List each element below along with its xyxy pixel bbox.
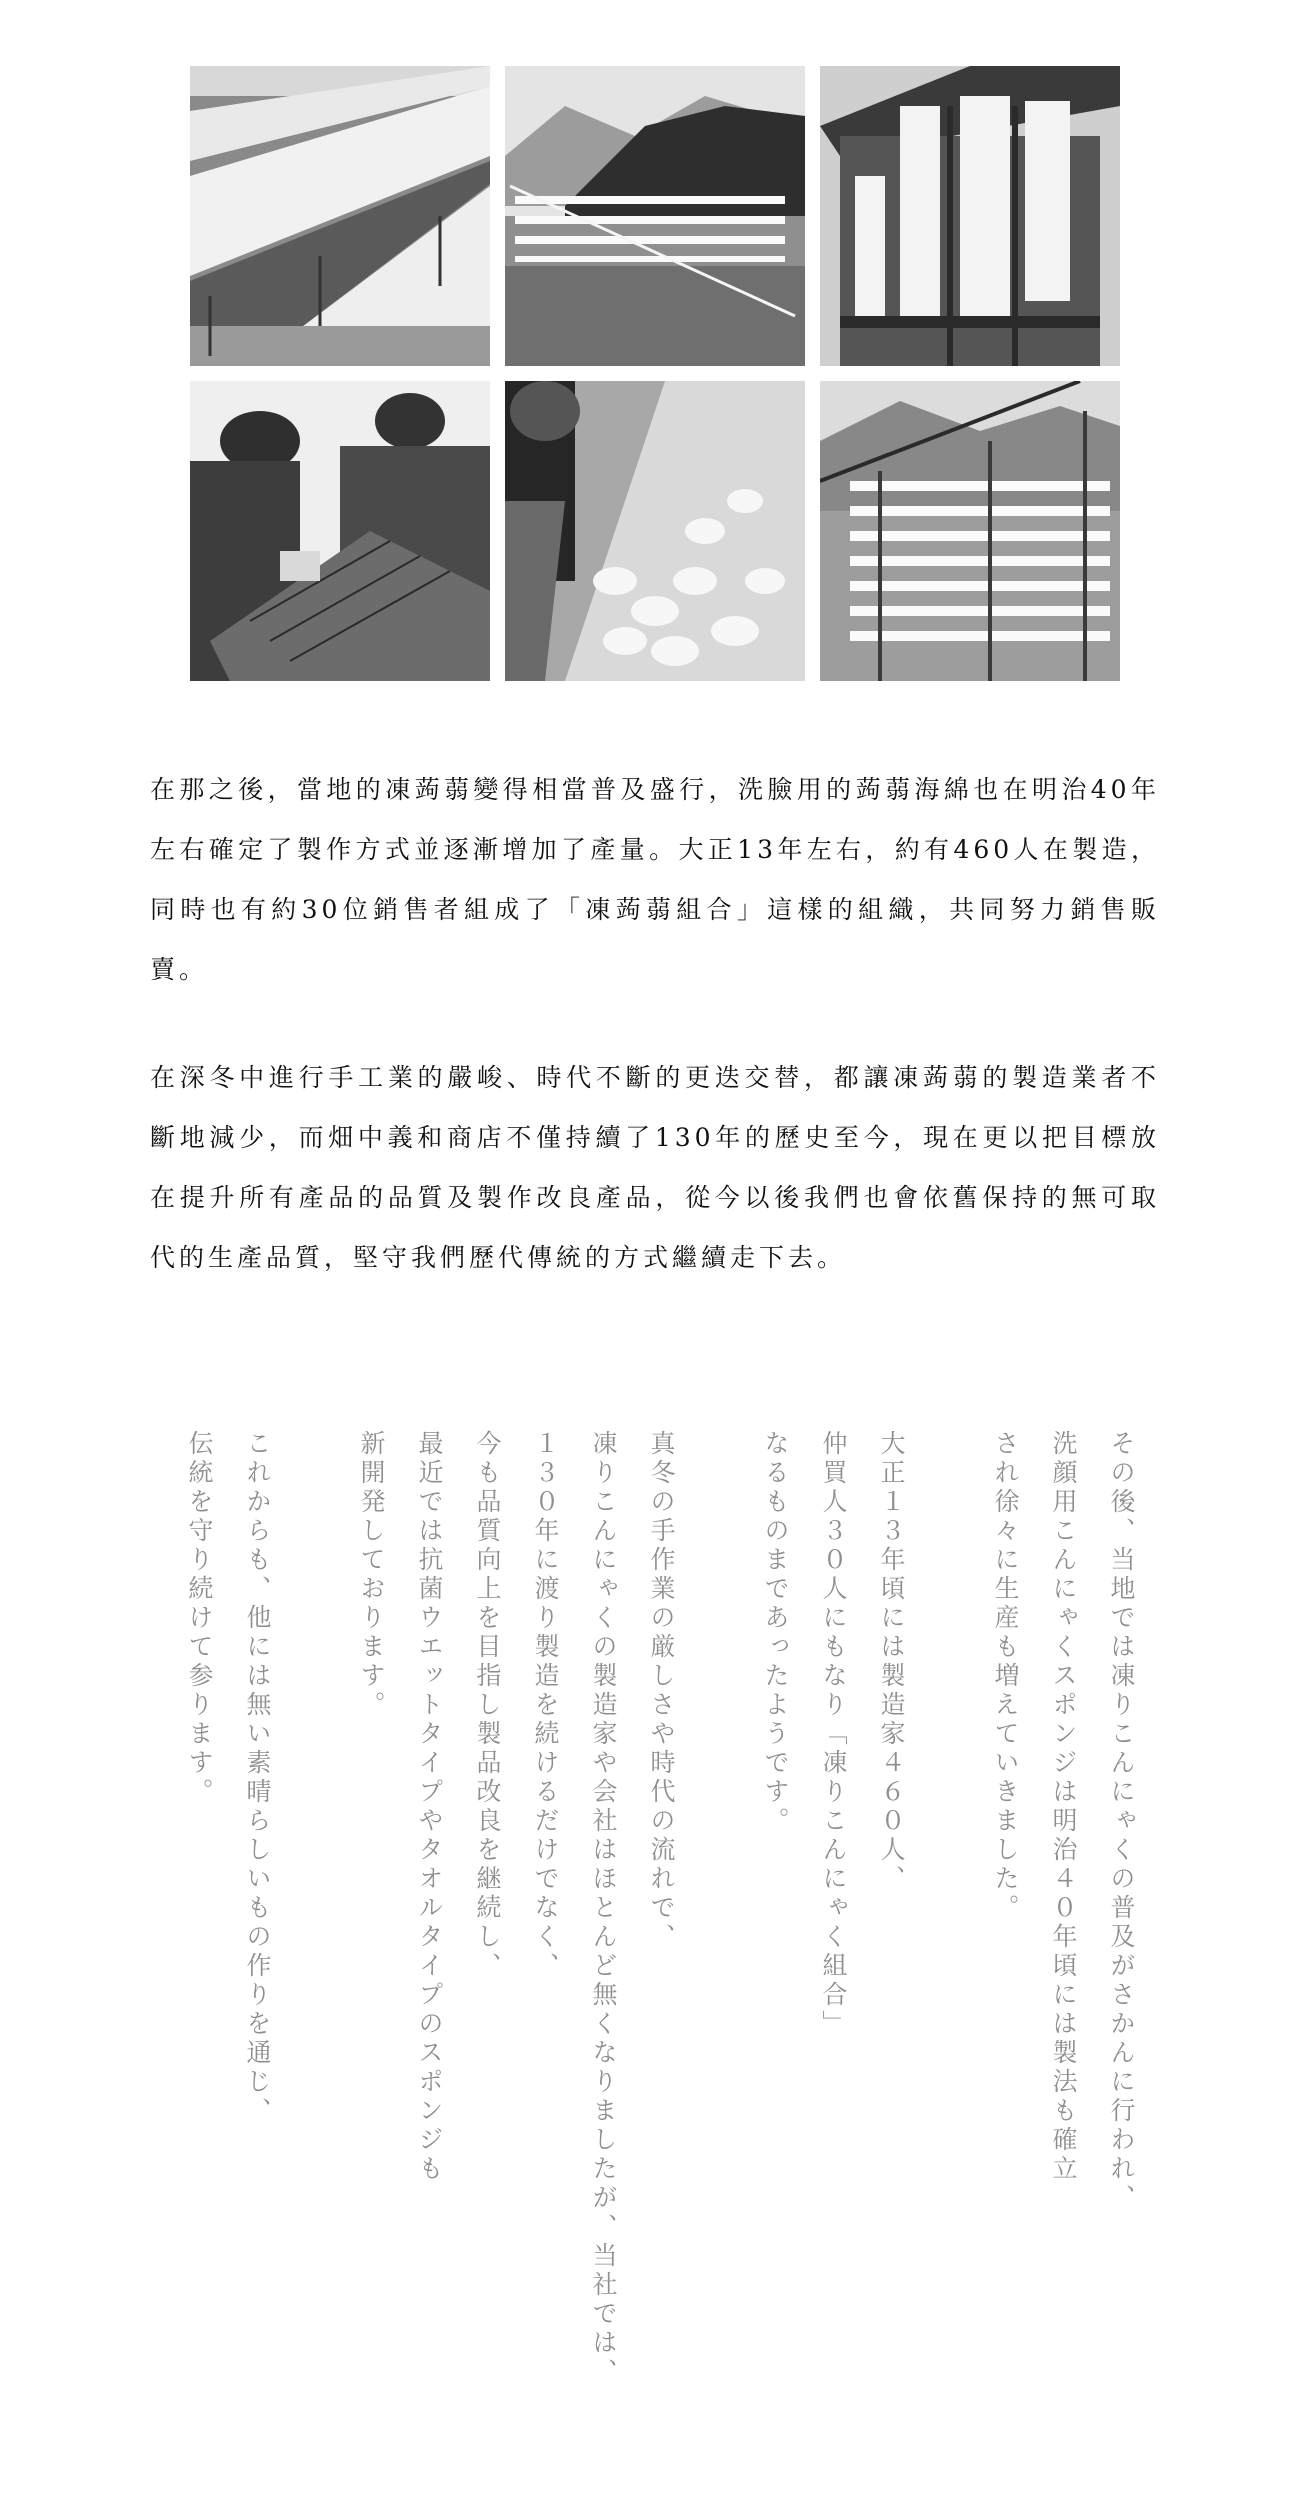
japanese-line: 真冬の手作業の厳しさや時代の流れで、 [647,1430,676,1952]
japanese-line: 仲買人３０人にもなり「凍りこんにゃく組合」 [819,1430,848,2039]
photo-mountain-hanging-rows [505,66,805,366]
japanese-line: 今も品質向上を目指し製品改良を継続し、 [473,1430,502,1981]
photo-wooden-drying-shed-image [820,66,1120,366]
japanese-line: 伝統を守り続けて参ります。 [185,1430,214,1807]
japanese-line: 最近では抗菌ウエットタイプやタオルタイプのスポンジも [415,1430,444,2184]
japanese-line: その後、当地では凍りこんにゃくの普及がさかんに行われ、 [1107,1430,1136,2213]
photo-hillside-hanging-lines-image [820,381,1120,681]
japanese-line: 大正１３年頃には製造家４６０人、 [877,1430,906,1894]
photo-mountain-hanging-rows-image [505,66,805,366]
japanese-line: され徐々に生産も増えていきました。 [991,1430,1020,1923]
japanese-paragraph-2 [746,1430,920,2390]
japanese-paragraph-3 [342,1430,690,2390]
japanese-paragraph-1 [976,1430,1150,2390]
chinese-paragraph-2: 在深冬中進行手工業的嚴峻、時代不斷的更迭交替，都讓凍蒟蒻的製造業者不斷地減少，而畑中義和商店不僅持續了130年的歷史至今，現在更以把目標放在提升所有產品的品質及製作改良產品，從今以後我們也會依舊保持的無可取代的生產品質，堅守我們歷代傳統的方式繼續走下去。 [150,1063,1160,1272]
photo-workers-table [190,381,490,681]
photo-worker-spreading-konjac-image [505,381,805,681]
photo-drying-racks-field [190,66,490,366]
japanese-line: なるものまであったようです。 [761,1430,790,1836]
photo-worker-spreading-konjac [505,381,805,681]
photo-hillside-hanging-lines [820,381,1120,681]
chinese-history-text [150,760,1160,1336]
japanese-vertical-text [170,1430,1150,2390]
photo-wooden-drying-shed [820,66,1120,366]
japanese-paragraph-4 [170,1430,286,2390]
photo-drying-racks-field-image [190,66,490,366]
chinese-paragraph-1: 在那之後，當地的凍蒟蒻變得相當普及盛行，洗臉用的蒟蒻海綿也在明治40年左右確定了製作方式並逐漸增加了產量。大正13年左右，約有460人在製造，同時也有約30位銷售者組成了「凍蒟蒻組合」這樣的組織，共同努力銷售販賣。 [150,775,1160,984]
japanese-line: 新開発しております。 [357,1430,386,1720]
historical-photo-grid [190,66,1120,681]
japanese-line: 凍りこんにゃくの製造家や会社はほとんど無くなりましたが、当社では、 [589,1430,618,2387]
japanese-line: これからも、他には無い素晴らしいもの作りを通じ、 [243,1430,272,2126]
photo-workers-table-image [190,381,490,681]
japanese-line: 洗顔用こんにゃくスポンジは明治４０年頃には製法も確立 [1049,1430,1078,2184]
japanese-line: １３０年に渡り製造を続けるだけでなく、 [531,1430,560,1981]
